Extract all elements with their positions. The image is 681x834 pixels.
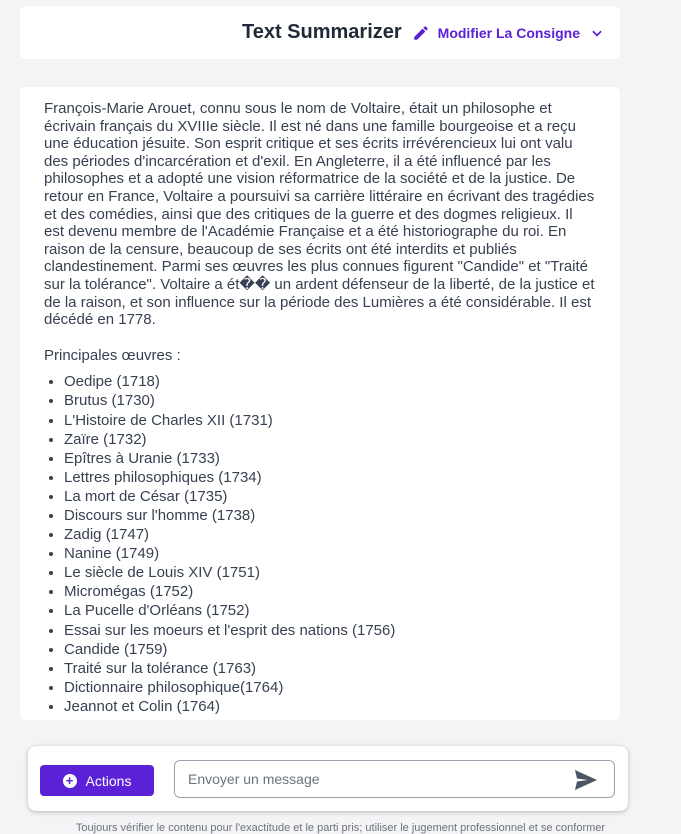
disclaimer-text: Toujours vérifier le contenu pour l'exactitude et le parti pris; utiliser le jugement professionnel et se conformer [75,822,606,834]
list-item: • Discours sur l'homme (1738) [64,506,596,525]
list-item: • Brutus (1730) [64,391,596,410]
list-item: • Candide (1759) [64,640,596,659]
send-button[interactable] [574,769,598,796]
message-composer [28,746,628,811]
chevron-down-icon[interactable] [590,26,604,40]
actions-label: Actions [85,772,132,789]
list-item: • Jeannot et Colin (1764) [64,697,596,716]
list-item: • La mort de César (1735) [64,487,596,506]
works-list [44,372,596,716]
works-title: Principales œuvres : [44,346,181,364]
app-title: Text Summarizer [241,21,402,43]
list-item: • Dictionnaire philosophique(1764) [64,678,596,697]
list-item: • Oedipe (1718) [64,372,596,391]
list-item: • Nanine (1749) [64,544,596,563]
summary-text: François-Marie Arouet, connu sous le nom de Voltaire, était un philosophe et écrivain français du XVIIIe siècle. Il est né dans une famille bourgeoise et a reçu une éducation jésuite. Son esprit critique et ses écrits irrévérencieux lui ont valu des périodes d'incarcération et d'exil. En Angleterre, il a été influencé par les philosophes et a adopté une vision réformatrice de la société et de la justice. De retour en France, Voltaire a poursuivi sa carrière littéraire en écrivant des tragédies et des comédies, ainsi que des critiques de la guerre et des dogmes religieux. Il est devenu membre de l'Académie Française et a été historiographe du roi. En raison de la censure, beaucoup de ses écrits ont été interdits et publiés clandestinement. Parmi ses œuvres les plus connues figurent "Candide" et "Traité sur la tolérance". Voltaire a ét�� un ardent défenseur de la liberté, de la justice et de la raison, et son influence sur la période des Lumières a été considérable. Il est décédé en 1778. [44,100,595,329]
list-item: • Epîtres à Uranie (1733) [64,449,596,468]
list-item: • Zadig (1747) [64,525,596,544]
edit-prompt-label: Modifier La Consigne [437,24,580,41]
list-item: • Micromégas (1752) [64,582,596,601]
edit-prompt-button[interactable] [412,24,580,42]
summary-panel [20,87,620,720]
pencil-icon [412,24,430,42]
content-fade [20,718,620,746]
list-item: • Lettres philosophiques (1734) [64,468,596,487]
plus-circle-icon: + [63,774,77,788]
actions-button[interactable] [40,765,154,796]
send-icon [574,769,598,791]
list-item: • La Pucelle d'Orléans (1752) [64,601,596,620]
list-item: • Traité sur la tolérance (1763) [64,659,596,678]
list-item: • L'Histoire de Charles XII (1731) [64,411,596,430]
list-item: • Le siècle de Louis XIV (1751) [64,563,596,582]
list-item: • Zaïre (1732) [64,430,596,449]
message-input[interactable] [174,760,615,798]
list-item: • Essai sur les moeurs et l'esprit des nations (1756) [64,621,596,640]
app-header [20,6,620,59]
